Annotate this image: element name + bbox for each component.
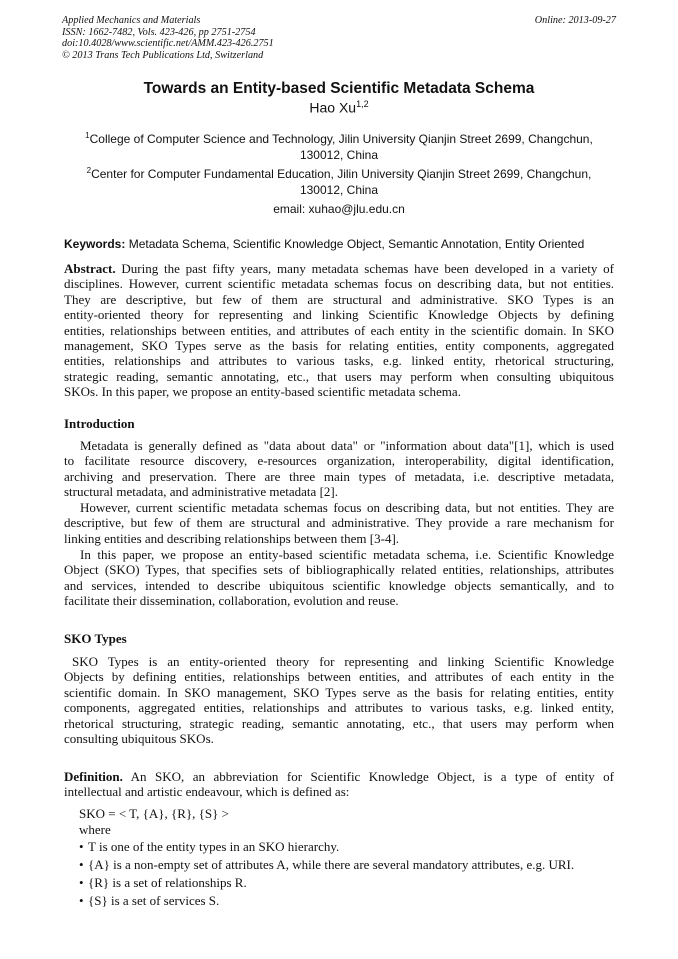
online-date: Online: 2013-09-27 bbox=[534, 15, 616, 26]
text-line: facilitate their dissemination, collaboration, evolution and reuse. bbox=[64, 593, 399, 609]
definition-bullets bbox=[79, 838, 574, 910]
copyright: © 2013 Trans Tech Publications Ltd, Switzerland bbox=[62, 50, 264, 62]
text-line: consulting ubiquitous SKOs. bbox=[64, 730, 214, 746]
text-line: SKOs. In this paper, we propose an entity-based scientific metadata schema. bbox=[64, 384, 461, 400]
intro-paragraph-2 bbox=[64, 500, 614, 546]
text-line: structural metadata, and administrative metadata [2]. bbox=[64, 484, 338, 500]
author-name: Hao Xu bbox=[309, 99, 357, 116]
text-line: components, aggregated entities, relationships and attributes to various tasks, e.g. linked entity, bbox=[64, 700, 614, 716]
intro-paragraph-1 bbox=[64, 438, 614, 500]
section-heading-sko-types: SKO Types bbox=[64, 631, 127, 646]
keywords-label: Keywords: bbox=[64, 237, 126, 251]
section-heading-introduction: Introduction bbox=[64, 416, 135, 431]
text-line: entities, relationships and attributes to various tasks, e.g. linked entity, rhetorical structuring, bbox=[64, 353, 614, 369]
lead-label: Abstract. bbox=[64, 261, 116, 276]
affiliation-2 bbox=[0, 163, 678, 198]
bullet-item bbox=[79, 874, 574, 892]
bullet-text: {S} is a set of services S. bbox=[88, 893, 220, 908]
sko-formula: SKO = < T, {A}, {R}, {S} > bbox=[79, 806, 229, 821]
affiliation-1 bbox=[0, 128, 678, 163]
text-line: Abstract. During the past fifty years, many metadata schemas have been developed in a variety of bbox=[64, 261, 614, 276]
email: email: xuhao@jlu.edu.cn bbox=[273, 202, 405, 216]
author bbox=[0, 99, 678, 116]
text-line: rhetorical structuring, strategic reading, semantic annotating, etc., that users may perform when bbox=[64, 715, 614, 731]
text-line: SKO Types is an entity-oriented theory for representing and linking Scientific Knowledge bbox=[72, 654, 614, 669]
affiliation-line: Center for Computer Fundamental Education, Jilin University Qianjin Street 2699, Changchun, bbox=[91, 167, 592, 181]
text-line: Object (SKO) Types, that specifies sets of bibliographically related entities, relationships, attributes bbox=[64, 562, 614, 578]
text-line: In this paper, we propose an entity-based scientific metadata schema, i.e. Scientific Knowledge bbox=[80, 547, 614, 562]
abstract bbox=[64, 261, 614, 400]
bullet-text: {R} is a set of relationships R. bbox=[88, 875, 247, 890]
keywords-text: Metadata Schema, Scientific Knowledge Object, Semantic Annotation, Entity Oriented bbox=[125, 237, 585, 251]
text-line: intellectual and artistic endeavour, which is defined as: bbox=[64, 784, 350, 800]
intro-paragraph-3 bbox=[64, 547, 614, 609]
sko-types-paragraph bbox=[64, 654, 614, 746]
affiliation-line: 130012, China bbox=[299, 183, 379, 197]
text-line: entity-oriented theory for representing and linking Scientific Knowledge Objects by defining bbox=[64, 307, 614, 323]
text-line: They are descriptive, but few of them are structural and administrative. SKO Types is an bbox=[64, 291, 614, 307]
text-line: to facilitate resource discovery, e-resources organization, interoperability, digital identification, bbox=[64, 453, 614, 469]
text-line: However, current scientific metadata schemas focus on describing data, but not entities. They are bbox=[80, 500, 614, 515]
author-sup: 1,2 bbox=[356, 99, 369, 109]
bullet-icon: • bbox=[79, 857, 84, 872]
bullet-item bbox=[79, 838, 574, 856]
text-line: Metadata is generally defined as "data about data" or "information about data"[1], which is used bbox=[80, 438, 614, 453]
doi: doi:10.4028/www.scientific.net/AMM.423-426.2751 bbox=[62, 38, 274, 50]
text-line: strategic reading, semantic annotating, etc., that users may perform when consulting ubiquitous bbox=[64, 368, 614, 384]
text-line: management, SKO Types serve as the basis for relating entities, entity components, aggregated bbox=[64, 337, 614, 353]
text-line: linking entities and describing relationships between them [3-4]. bbox=[64, 530, 400, 546]
text-line: Objects by defining entities, relationships between entities, and attributes of each entity in the bbox=[64, 669, 614, 685]
definition-paragraph bbox=[64, 769, 614, 800]
bullet-item bbox=[79, 856, 574, 874]
text-line: Definition. An SKO, an abbreviation for Scientific Knowledge Object, is a type of entity of bbox=[64, 769, 614, 784]
paper-title: Towards an Entity-based Scientific Metadata Schema bbox=[143, 80, 535, 97]
text-line: archiving and preservation. There are three main types of metadata, i.e. descriptive metadata, bbox=[64, 468, 614, 484]
affiliation-line: 130012, China bbox=[299, 148, 379, 162]
text-line: descriptive, but few of them are structural and administrative. They provide a rare mechanism for bbox=[64, 515, 614, 531]
bullet-icon: • bbox=[79, 839, 84, 854]
text-line: scientific domain. In SKO management, SKO Types serve as the basis for relating entities, entity bbox=[64, 684, 614, 700]
bullet-text: T is one of the entity types in an SKO hierarchy. bbox=[88, 839, 340, 854]
affiliation-sup: 2 bbox=[86, 166, 92, 175]
bullet-icon: • bbox=[79, 875, 84, 890]
where-label: where bbox=[79, 822, 111, 837]
bullet-text: {A} is a non-empty set of attributes A, while there are several mandatory attributes, e.g. URI. bbox=[88, 857, 575, 872]
journal-header bbox=[62, 15, 274, 62]
text-line: entities, relationships between entities, and attributes of each entity in the scientific domain. In SKO bbox=[64, 322, 614, 338]
affiliation-sup: 1 bbox=[85, 131, 90, 140]
journal-name: Applied Mechanics and Materials bbox=[62, 15, 201, 26]
lead-label: Definition. bbox=[64, 769, 123, 784]
bullet-item bbox=[79, 892, 574, 910]
bullet-icon: • bbox=[79, 893, 84, 908]
issn: ISSN: 1662-7482, Vols. 423-426, pp 2751-2754 bbox=[62, 26, 256, 38]
keywords bbox=[64, 237, 584, 251]
text-line: and services, intended to describe ubiquitous scientific knowledge objects semantically, and to bbox=[64, 577, 614, 593]
text-line: disciplines. However, current scientific metadata schemas focus on describing data, but not entities. bbox=[64, 276, 614, 292]
affiliation-line: College of Computer Science and Technology, Jilin University Qianjin Street 2699, Changchun, bbox=[89, 132, 593, 146]
